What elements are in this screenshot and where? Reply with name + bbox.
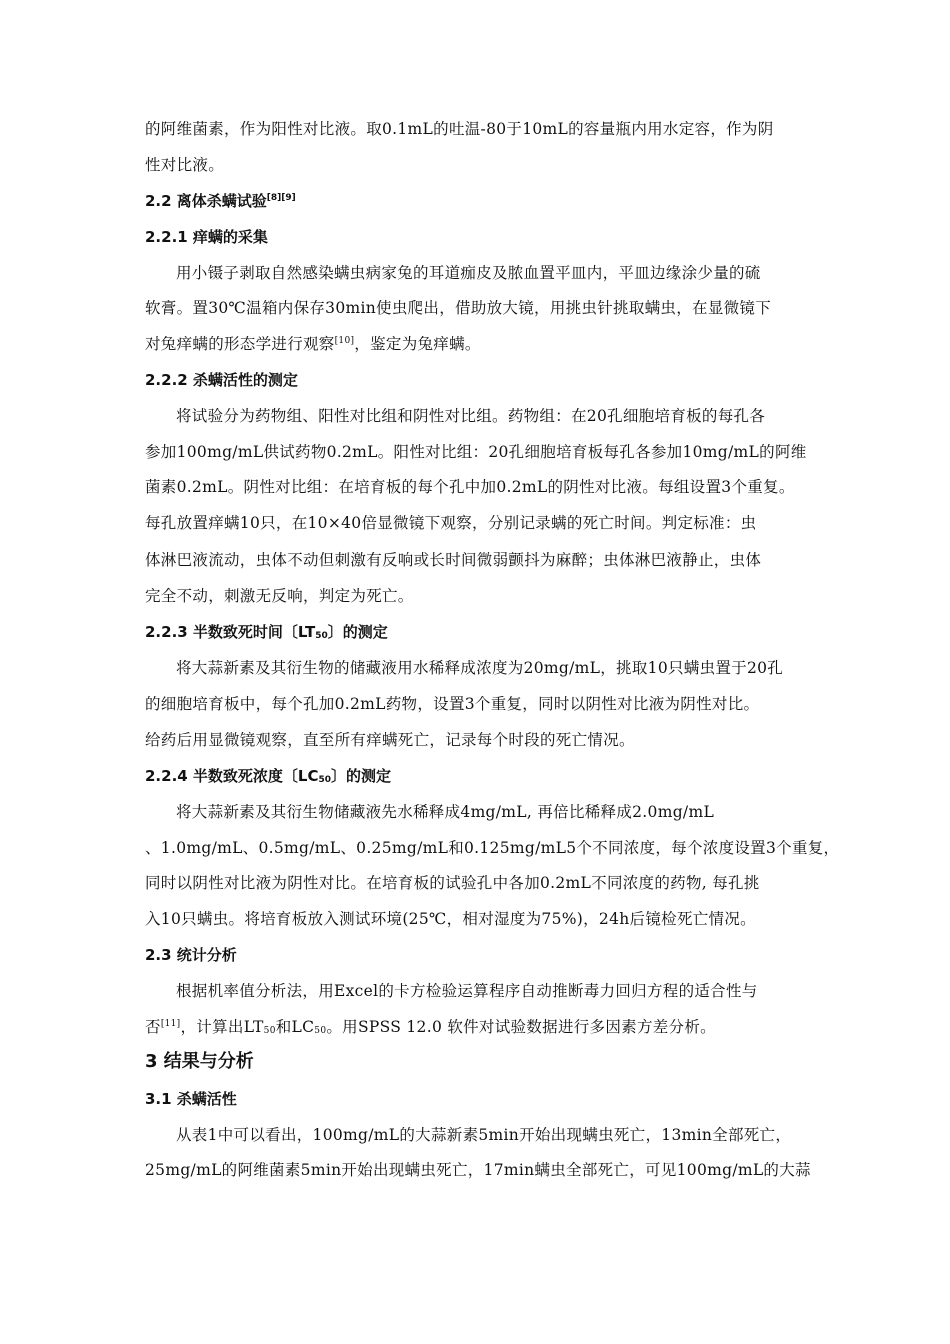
paragraph-line: 体淋巴液流动，虫体不动但刺激有反响或长时间微弱颤抖为麻醉；虫体淋巴液静止，虫体 <box>145 551 762 569</box>
paragraph-line: 将大蒜新素及其衍生物储藏液先水稀释成4mg/mL, 再倍比稀释成2.0mg/mL <box>176 803 715 821</box>
paragraph-line: 参加100mg/mL供试药物0.2mL。阳性对比组：20孔细胞培育板每孔各参加10mg/mL的阿维 <box>145 443 807 461</box>
section-heading-2-3: 2.3 统计分析 <box>145 946 237 964</box>
paragraph-line: 根据机率值分析法，用Excel的卡方检验运算程序自动推断毒力回归方程的适合性与 <box>176 982 758 1000</box>
paragraph-line: 、1.0mg/mL、0.5mg/mL、0.25mg/mL和0.125mg/mL5个不同浓度，每个浓度设置3个重复， <box>145 839 840 857</box>
paragraph-line: 25mg/mL的阿维菌素5min开始出现螨虫死亡，17min螨虫全部死亡，可见100mg/mL的大蒜 <box>145 1161 811 1179</box>
paragraph-line: 完全不动，刺激无反响，判定为死亡。 <box>145 587 414 605</box>
citation: [10] <box>334 336 355 346</box>
paragraph-line: 的细胞培育板中，每个孔加0.2mL药物，设置3个重复，同时以阴性对比液为阴性对比。 <box>145 695 760 713</box>
citation: [11] <box>160 1019 181 1029</box>
paragraph-line: 每孔放置痒螨10只，在10×40倍显微镜下观察，分别记录螨的死亡时间。判定标准：虫 <box>145 514 757 532</box>
paragraph-line: 给药后用显微镜观察，直至所有痒螨死亡，记录每个时段的死亡情况。 <box>145 731 635 749</box>
section-heading-2-2: 2.2 离体杀螨试验[8][9] <box>145 192 296 210</box>
paragraph-line: 性对比液。 <box>145 156 225 174</box>
paragraph-line: 将试验分为药物组、阳性对比组和阴性对比组。药物组：在20孔细胞培育板的每孔各 <box>176 407 766 425</box>
paragraph-line: 否[11]，计算出$LT_{50}$和$LC_{50}$。用SPSS 12.0 软件对试验数据进行多因素方差分析。 <box>145 1018 716 1036</box>
paragraph-line: 从表1中可以看出，100mg/mL的大蒜新素5min开始出现螨虫死亡，13min全部死亡， <box>176 1126 792 1144</box>
paragraph-line: 同时以阴性对比液为阴性对比。在培育板的试验孔中各加0.2mL不同浓度的药物, 每孔挑 <box>145 874 760 892</box>
paragraph-line: 软膏。置30℃温箱内保存30min使虫爬出，借助放大镜，用挑虫针挑取螨虫，在显微镜下 <box>145 299 772 317</box>
section-heading-2-2-1: 2.2.1 痒螨的采集 <box>145 228 268 246</box>
paragraph-line: 的阿维菌素，作为阳性对比液。取0.1mL的吐温-80于10mL的容量瓶内用水定容，作为阴 <box>145 120 774 138</box>
section-heading-3: 3 结果与分析 <box>145 1051 254 1072</box>
section-heading-2-2-2: 2.2.2 杀螨活性的测定 <box>145 371 298 389</box>
section-heading-3-1: 3.1 杀螨活性 <box>145 1090 237 1108</box>
paragraph-line: 将大蒜新素及其衍生物的储藏液用水稀释成浓度为20mg/mL，挑取10只螨虫置于20孔 <box>176 659 784 677</box>
section-heading-2-2-3: 2.2.3 半数致死时间〔$LT_{50}$〕的测定 <box>145 623 388 641</box>
section-heading-2-2-4: 2.2.4 半数致死浓度〔$LC_{50}$〕的测定 <box>145 767 392 785</box>
paragraph-line: 用小镊子剥取自然感染螨虫病家兔的耳道痂皮及脓血置平皿内，平皿边缘涂少量的硫 <box>176 264 761 282</box>
paragraph-line: 入10只螨虫。将培育板放入测试环境(25℃，相对湿度为75%)，24h后镜检死亡情况。 <box>145 910 756 928</box>
paragraph-line: 菌素0.2mL。阴性对比组：在培育板的每个孔中加0.2mL的阴性对比液。每组设置3个重复。 <box>145 478 795 496</box>
paragraph-line: 对兔痒螨的形态学进行观察[10]，鉴定为兔痒螨。 <box>145 335 481 353</box>
